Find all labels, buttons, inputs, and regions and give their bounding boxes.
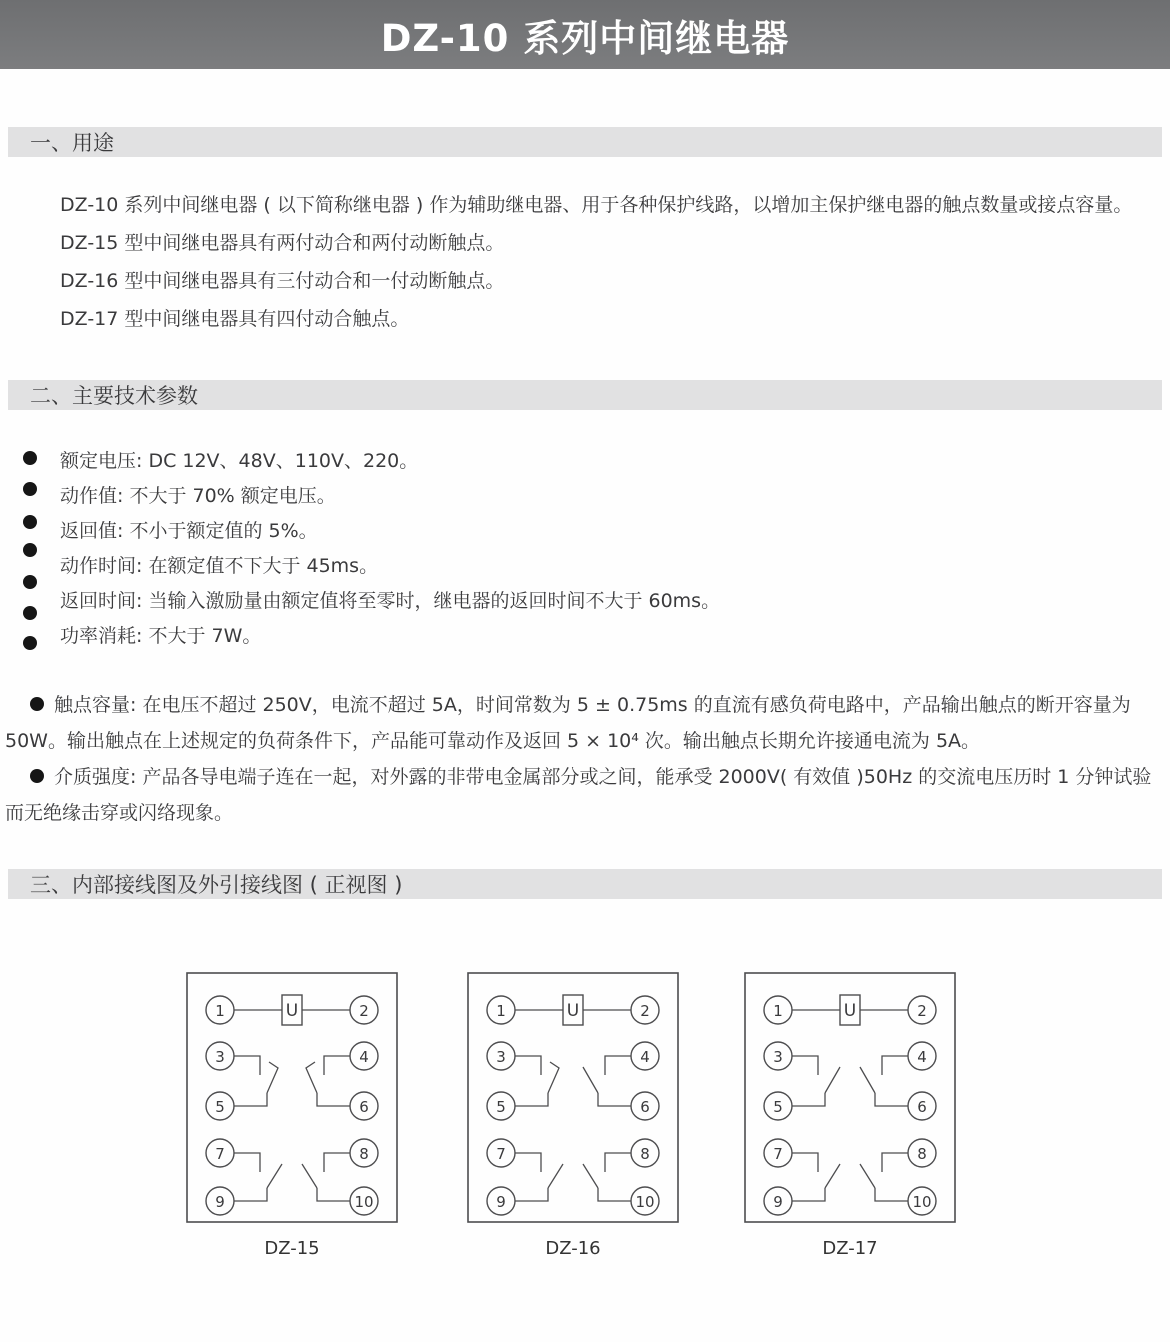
wiring-diagram-dz-17 [744, 972, 956, 1259]
contact-blade-right-no [583, 1067, 598, 1093]
contact-leads-left [792, 1056, 825, 1106]
bullet-icon [23, 606, 37, 620]
contact-leads-right [875, 1056, 908, 1106]
terminal-number: 10 [635, 1193, 655, 1211]
terminal-number: 3 [496, 1048, 506, 1066]
terminal-number: 2 [359, 1002, 369, 1020]
usage-paragraphs [60, 186, 1168, 338]
bullet-icon [23, 575, 37, 589]
terminal-number: 7 [496, 1145, 506, 1163]
contact-blade-left-no [548, 1164, 563, 1188]
bullet-icon [23, 451, 37, 465]
usage-paragraph-dz15: DZ-15 型中间继电器具有两付动合和两付动断触点。 [60, 232, 505, 254]
wiring-diagram-drawing [744, 972, 956, 1223]
coil-label: U [285, 1001, 299, 1021]
diagram-label: DZ-16 [545, 1238, 601, 1259]
terminal-number: 5 [215, 1098, 225, 1116]
section-params-heading: 二、主要技术参数 [30, 384, 198, 408]
usage-paragraph-dz17: DZ-17 型中间继电器具有四付动合触点。 [60, 308, 410, 330]
spec-item-operate-time: 动作时间: 在额定值不下大于 45ms。 [60, 555, 379, 577]
contact-blade-left-no [825, 1067, 840, 1093]
contact-blade-right-no [583, 1164, 598, 1188]
terminal-number: 9 [496, 1193, 506, 1211]
bullet-icon [23, 482, 37, 496]
contact-leads-left [515, 1153, 548, 1201]
terminal-number: 9 [773, 1193, 783, 1211]
terminal-number: 3 [215, 1048, 225, 1066]
contact-blade-left-no [825, 1164, 840, 1188]
spec-item-operate-value: 动作值: 不大于 70% 额定电压。 [60, 485, 336, 507]
spec-list [20, 444, 1165, 660]
spec-item-rated-voltage: 额定电压: DC 12V、48V、110V、220。 [60, 450, 419, 472]
section-usage-heading: 一、用途 [30, 131, 114, 155]
terminal-number: 1 [496, 1002, 506, 1020]
contact-blade-left-nc [548, 1062, 559, 1093]
contact-leads-right [317, 1153, 350, 1201]
contact-leads-left [792, 1153, 825, 1201]
usage-paragraph-dz16: DZ-16 型中间继电器具有三付动合和一付动断触点。 [60, 270, 505, 292]
contact-leads-left [234, 1153, 267, 1201]
contact-blade-left-no [267, 1164, 282, 1188]
page-title: DZ-10 系列中间继电器 [380, 16, 790, 60]
section-usage-bar [8, 127, 1162, 157]
contact-blade-right-no [860, 1067, 875, 1093]
terminal-number: 4 [359, 1048, 369, 1066]
terminal-number: 8 [917, 1145, 927, 1163]
terminal-number: 10 [912, 1193, 932, 1211]
terminal-number: 5 [496, 1098, 506, 1116]
terminal-number: 5 [773, 1098, 783, 1116]
section-params-bar [8, 380, 1162, 410]
relay-internal-diagram [186, 972, 398, 1223]
terminal-number: 7 [215, 1145, 225, 1163]
wiring-diagram-drawing [467, 972, 679, 1223]
terminal-number: 1 [773, 1002, 783, 1020]
spec-item-contact-capacity [5, 687, 1167, 759]
contact-blade-left-nc [267, 1062, 278, 1093]
spec-item-return-time: 返回时间: 当输入激励量由额定值将至零时，继电器的返回时间不大于 60ms。 [60, 590, 721, 612]
terminal-number: 8 [359, 1145, 369, 1163]
terminal-number: 3 [773, 1048, 783, 1066]
terminal-number: 6 [359, 1098, 369, 1116]
terminal-number: 6 [640, 1098, 650, 1116]
terminal-number: 9 [215, 1193, 225, 1211]
usage-paragraph-intro: DZ-10 系列中间继电器 ( 以下简称继电器 ) 作为辅助继电器、用于各种保护线路，以增加主保护继电器的触点数量或接点容量。 [60, 194, 1133, 216]
wiring-diagram-drawing [186, 972, 398, 1223]
contact-leads-left [234, 1056, 267, 1106]
contact-leads-right [598, 1153, 631, 1201]
terminal-number: 6 [917, 1098, 927, 1116]
bullet-icon [30, 697, 44, 711]
spec-item-power-consumption: 功率消耗: 不大于 7W。 [60, 625, 262, 647]
relay-internal-diagram [467, 972, 679, 1223]
contact-leads-right [317, 1056, 350, 1106]
relay-internal-diagram [744, 972, 956, 1223]
bullet-icon [23, 543, 37, 557]
contact-blade-right-nc [306, 1062, 317, 1093]
wiring-diagram-dz-15 [186, 972, 398, 1259]
diagram-label: DZ-17 [822, 1238, 878, 1259]
contact-blade-right-no [860, 1164, 875, 1188]
terminal-number: 8 [640, 1145, 650, 1163]
wiring-diagram-dz-16 [467, 972, 679, 1259]
bullet-icon [23, 515, 37, 529]
section-wiring-heading: 三、内部接线图及外引接线图 ( 正视图 ) [30, 873, 403, 897]
bullet-icon [30, 769, 44, 783]
spec-item-dielectric-strength [5, 759, 1167, 831]
terminal-number: 4 [917, 1048, 927, 1066]
terminal-number: 4 [640, 1048, 650, 1066]
spec-item-return-value: 返回值: 不小于额定值的 5%。 [60, 520, 318, 542]
spec-item-dielectric-strength-text: 介质强度: 产品各导电端子连在一起，对外露的非带电金属部分或之间，能承受 2000V( 有效值 )50Hz 的交流电压历时 1 分钟试验而无绝缘击穿或闪络现象。 [5, 766, 1152, 824]
contact-leads-right [875, 1153, 908, 1201]
contact-blade-right-no [302, 1164, 317, 1188]
terminal-number: 2 [917, 1002, 927, 1020]
terminal-number: 10 [354, 1193, 374, 1211]
terminal-number: 1 [215, 1002, 225, 1020]
title-banner [0, 0, 1170, 69]
contact-leads-left [515, 1056, 548, 1106]
coil-label: U [843, 1001, 857, 1021]
spec-item-contact-capacity-text: 触点容量: 在电压不超过 250V，电流不超过 5A，时间常数为 5 ± 0.75ms 的直流有感负荷电路中，产品输出触点的断开容量为 50W。输出触点在上述规定的负荷条件下，产品能可靠动作及返回 5 × 10⁴ 次。输出触点长期允许接通电流为 5A。 [5, 694, 1131, 752]
terminal-number: 2 [640, 1002, 650, 1020]
coil-label: U [566, 1001, 580, 1021]
section-wiring-bar [8, 869, 1162, 899]
diagram-label: DZ-15 [264, 1238, 320, 1259]
bullet-icon [23, 636, 37, 650]
contact-leads-right [598, 1056, 631, 1106]
terminal-number: 7 [773, 1145, 783, 1163]
